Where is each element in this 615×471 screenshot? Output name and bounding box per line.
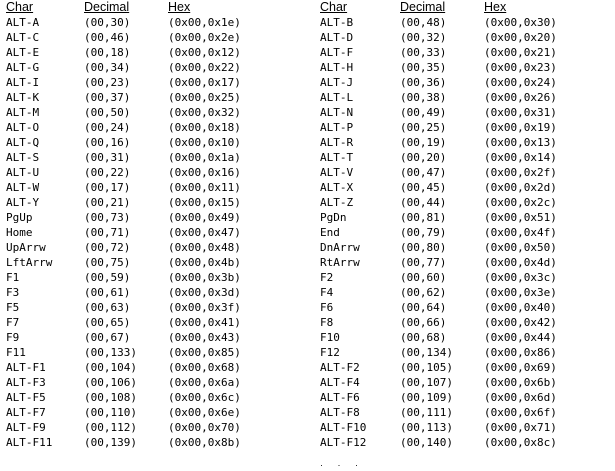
cell-hex-left: (0x00,0x49): [168, 211, 241, 224]
cell-hex-left: (0x00,0x1e): [168, 16, 241, 29]
cell-hex-right: (0x00,0x13): [484, 136, 557, 149]
cell-char-left: ALT-U: [6, 166, 40, 179]
table-row: [6, 210, 610, 225]
table-row: [6, 420, 610, 435]
cell-char-left: Home: [6, 226, 33, 239]
cell-char-left: ALT-C: [6, 31, 40, 44]
cell-hex-left: (0x00,0x41): [168, 316, 241, 329]
cell-hex-left: (0x00,0x6c): [168, 391, 241, 404]
cell-char-left: ALT-S: [6, 151, 40, 164]
cell-decimal-left: (00,104): [84, 361, 137, 374]
cell-decimal-left: (00,108): [84, 391, 137, 404]
cell-hex-right: (0x00,0x6f): [484, 406, 557, 419]
cell-char-right: PgDn: [320, 211, 347, 224]
table-header: [6, 0, 610, 15]
cell-char-left: ALT-F7: [6, 406, 46, 419]
cell-decimal-left: (00,22): [84, 166, 131, 179]
cell-char-right: F6: [320, 301, 334, 314]
cell-hex-right: (0x00,0x44): [484, 331, 557, 344]
cell-hex-right: (0x00,0x40): [484, 301, 557, 314]
table-row: [6, 60, 610, 75]
table-row: [6, 165, 610, 180]
cell-hex-left: (0x00,0x68): [168, 361, 241, 374]
cell-char-right: ALT-B: [320, 16, 354, 29]
cell-hex-right: (0x00,0x51): [484, 211, 557, 224]
cell-decimal-right: (00,140): [400, 436, 453, 449]
table-row: [6, 435, 610, 450]
cell-decimal-left: (00,112): [84, 421, 137, 434]
header-decimal-left: Decimal: [84, 0, 130, 14]
cell-hex-left: (0x00,0x43): [168, 331, 241, 344]
cell-hex-left: (0x00,0x16): [168, 166, 241, 179]
cell-char-right: ALT-Z: [320, 196, 354, 209]
table-row: [6, 75, 610, 90]
cell-char-right: ALT-F4: [320, 376, 360, 389]
cell-char-right: F4: [320, 286, 334, 299]
cell-char-right: ALT-J: [320, 76, 354, 89]
cell-decimal-right: (00,111): [400, 406, 453, 419]
table-row: [6, 360, 610, 375]
cell-decimal-right: (00,19): [400, 136, 447, 149]
cell-decimal-left: (00,63): [84, 301, 131, 314]
cell-hex-left: (0x00,0x11): [168, 181, 241, 194]
cell-hex-right: (0x00,0x20): [484, 31, 557, 44]
key-code-table: [6, 0, 610, 450]
page-edge-marks: · · ·: [320, 460, 364, 470]
cell-decimal-right: (00,36): [400, 76, 447, 89]
cell-decimal-left: (00,50): [84, 106, 131, 119]
cell-char-left: ALT-Q: [6, 136, 40, 149]
cell-char-left: ALT-F9: [6, 421, 46, 434]
cell-decimal-right: (00,32): [400, 31, 447, 44]
cell-char-left: ALT-K: [6, 91, 40, 104]
cell-char-left: ALT-I: [6, 76, 40, 89]
cell-hex-left: (0x00,0x17): [168, 76, 241, 89]
table-row: [6, 45, 610, 60]
cell-decimal-right: (00,134): [400, 346, 453, 359]
cell-decimal-right: (00,80): [400, 241, 447, 254]
cell-char-left: F1: [6, 271, 20, 284]
cell-decimal-right: (00,105): [400, 361, 453, 374]
cell-char-left: F9: [6, 331, 20, 344]
cell-char-right: End: [320, 226, 340, 239]
table-row: [6, 270, 610, 285]
cell-char-left: PgUp: [6, 211, 33, 224]
cell-char-left: ALT-F5: [6, 391, 46, 404]
cell-hex-right: (0x00,0x2c): [484, 196, 557, 209]
cell-hex-right: (0x00,0x14): [484, 151, 557, 164]
table-row: [6, 300, 610, 315]
table-row: [6, 120, 610, 135]
header-hex-left: Hex: [168, 0, 191, 14]
cell-char-right: F10: [320, 331, 340, 344]
cell-char-left: LftArrw: [6, 256, 53, 269]
cell-hex-right: (0x00,0x31): [484, 106, 557, 119]
cell-decimal-left: (00,17): [84, 181, 131, 194]
table-row: [6, 90, 610, 105]
cell-hex-right: (0x00,0x71): [484, 421, 557, 434]
cell-hex-right: (0x00,0x3e): [484, 286, 557, 299]
cell-char-left: ALT-M: [6, 106, 40, 119]
cell-decimal-left: (00,133): [84, 346, 137, 359]
cell-char-right: F2: [320, 271, 334, 284]
cell-hex-right: (0x00,0x30): [484, 16, 557, 29]
cell-char-right: RtArrw: [320, 256, 360, 269]
cell-decimal-left: (00,72): [84, 241, 131, 254]
table-row: [6, 255, 610, 270]
cell-decimal-left: (00,21): [84, 196, 131, 209]
table-body: [6, 15, 610, 450]
table-row: [6, 135, 610, 150]
cell-hex-left: (0x00,0x10): [168, 136, 241, 149]
cell-hex-right: (0x00,0x8c): [484, 436, 557, 449]
cell-hex-left: (0x00,0x22): [168, 61, 241, 74]
cell-decimal-left: (00,71): [84, 226, 131, 239]
table-row: [6, 225, 610, 240]
cell-decimal-right: (00,44): [400, 196, 447, 209]
cell-char-right: ALT-F10: [320, 421, 367, 434]
cell-char-left: ALT-F1: [6, 361, 46, 374]
table-row: [6, 240, 610, 255]
cell-decimal-right: (00,49): [400, 106, 447, 119]
cell-char-right: ALT-L: [320, 91, 354, 104]
cell-decimal-left: (00,23): [84, 76, 131, 89]
cell-char-right: ALT-T: [320, 151, 354, 164]
cell-char-right: ALT-F8: [320, 406, 360, 419]
cell-hex-left: (0x00,0x8b): [168, 436, 241, 449]
cell-decimal-right: (00,109): [400, 391, 453, 404]
table-row: [6, 180, 610, 195]
cell-char-right: ALT-D: [320, 31, 354, 44]
cell-hex-right: (0x00,0x4f): [484, 226, 557, 239]
cell-char-left: ALT-Y: [6, 196, 40, 209]
table-row: [6, 345, 610, 360]
table-row: [6, 105, 610, 120]
cell-hex-right: (0x00,0x50): [484, 241, 557, 254]
cell-hex-left: (0x00,0x3d): [168, 286, 241, 299]
cell-decimal-right: (00,60): [400, 271, 447, 284]
cell-decimal-left: (00,65): [84, 316, 131, 329]
header-char-left: Char: [6, 0, 34, 14]
cell-hex-right: (0x00,0x26): [484, 91, 557, 104]
table-row: [6, 30, 610, 45]
cell-hex-right: (0x00,0x24): [484, 76, 557, 89]
cell-hex-left: (0x00,0x4b): [168, 256, 241, 269]
cell-decimal-right: (00,38): [400, 91, 447, 104]
cell-char-left: ALT-A: [6, 16, 40, 29]
cell-decimal-left: (00,59): [84, 271, 131, 284]
table-row: [6, 375, 610, 390]
cell-char-right: ALT-R: [320, 136, 354, 149]
cell-hex-left: (0x00,0x6e): [168, 406, 241, 419]
cell-decimal-left: (00,139): [84, 436, 137, 449]
cell-decimal-right: (00,68): [400, 331, 447, 344]
cell-hex-right: (0x00,0x6d): [484, 391, 557, 404]
cell-hex-left: (0x00,0x47): [168, 226, 241, 239]
cell-hex-right: (0x00,0x86): [484, 346, 557, 359]
cell-decimal-left: (00,34): [84, 61, 131, 74]
cell-decimal-right: (00,79): [400, 226, 447, 239]
cell-hex-left: (0x00,0x6a): [168, 376, 241, 389]
cell-decimal-right: (00,107): [400, 376, 453, 389]
cell-decimal-left: (00,24): [84, 121, 131, 134]
cell-hex-left: (0x00,0x18): [168, 121, 241, 134]
cell-hex-left: (0x00,0x32): [168, 106, 241, 119]
cell-char-right: ALT-V: [320, 166, 354, 179]
cell-hex-left: (0x00,0x3f): [168, 301, 241, 314]
cell-hex-left: (0x00,0x15): [168, 196, 241, 209]
table-row: [6, 15, 610, 30]
table-row: [6, 315, 610, 330]
cell-decimal-right: (00,25): [400, 121, 447, 134]
cell-hex-left: (0x00,0x70): [168, 421, 241, 434]
cell-hex-right: (0x00,0x6b): [484, 376, 557, 389]
cell-hex-left: (0x00,0x85): [168, 346, 241, 359]
cell-hex-right: (0x00,0x23): [484, 61, 557, 74]
cell-decimal-right: (00,48): [400, 16, 447, 29]
cell-char-right: F12: [320, 346, 340, 359]
cell-decimal-left: (00,75): [84, 256, 131, 269]
cell-hex-right: (0x00,0x4d): [484, 256, 557, 269]
cell-hex-right: (0x00,0x2d): [484, 181, 557, 194]
cell-char-right: ALT-F12: [320, 436, 367, 449]
cell-decimal-left: (00,106): [84, 376, 137, 389]
cell-decimal-left: (00,46): [84, 31, 131, 44]
table-row: [6, 405, 610, 420]
cell-hex-left: (0x00,0x3b): [168, 271, 241, 284]
cell-char-left: ALT-W: [6, 181, 40, 194]
cell-hex-right: (0x00,0x19): [484, 121, 557, 134]
cell-char-right: DnArrw: [320, 241, 360, 254]
cell-decimal-left: (00,37): [84, 91, 131, 104]
table-row: [6, 150, 610, 165]
table-row: [6, 390, 610, 405]
cell-decimal-left: (00,31): [84, 151, 131, 164]
cell-hex-left: (0x00,0x48): [168, 241, 241, 254]
cell-decimal-left: (00,18): [84, 46, 131, 59]
cell-char-left: UpArrw: [6, 241, 46, 254]
cell-char-left: F3: [6, 286, 20, 299]
cell-char-right: ALT-N: [320, 106, 354, 119]
cell-char-left: ALT-E: [6, 46, 40, 59]
cell-hex-right: (0x00,0x69): [484, 361, 557, 374]
cell-hex-left: (0x00,0x1a): [168, 151, 241, 164]
cell-hex-right: (0x00,0x42): [484, 316, 557, 329]
cell-decimal-right: (00,81): [400, 211, 447, 224]
cell-decimal-left: (00,61): [84, 286, 131, 299]
cell-char-left: F5: [6, 301, 20, 314]
cell-decimal-left: (00,16): [84, 136, 131, 149]
cell-decimal-left: (00,73): [84, 211, 131, 224]
table-row: [6, 285, 610, 300]
cell-decimal-right: (00,20): [400, 151, 447, 164]
cell-char-left: F11: [6, 346, 26, 359]
cell-char-left: ALT-F11: [6, 436, 53, 449]
cell-decimal-left: (00,30): [84, 16, 131, 29]
header-char-right: Char: [320, 0, 348, 14]
cell-char-right: ALT-P: [320, 121, 354, 134]
cell-char-right: F8: [320, 316, 334, 329]
cell-decimal-right: (00,45): [400, 181, 447, 194]
header-row: [6, 0, 610, 15]
cell-decimal-right: (00,113): [400, 421, 453, 434]
header-hex-right: Hex: [484, 0, 507, 14]
cell-hex-left: (0x00,0x2e): [168, 31, 241, 44]
cell-decimal-right: (00,64): [400, 301, 447, 314]
cell-char-right: ALT-F2: [320, 361, 360, 374]
cell-decimal-left: (00,110): [84, 406, 137, 419]
cell-char-right: ALT-X: [320, 181, 354, 194]
cell-hex-left: (0x00,0x12): [168, 46, 241, 59]
cell-hex-right: (0x00,0x3c): [484, 271, 557, 284]
cell-char-left: ALT-G: [6, 61, 40, 74]
cell-decimal-right: (00,47): [400, 166, 447, 179]
cell-decimal-left: (00,67): [84, 331, 131, 344]
table-row: [6, 195, 610, 210]
cell-char-right: ALT-H: [320, 61, 354, 74]
cell-char-right: ALT-F: [320, 46, 354, 59]
table-row: [6, 330, 610, 345]
cell-char-left: ALT-F3: [6, 376, 46, 389]
cell-decimal-right: (00,62): [400, 286, 447, 299]
cell-hex-right: (0x00,0x21): [484, 46, 557, 59]
header-decimal-right: Decimal: [400, 0, 446, 14]
cell-hex-left: (0x00,0x25): [168, 91, 241, 104]
cell-decimal-right: (00,35): [400, 61, 447, 74]
cell-hex-right: (0x00,0x2f): [484, 166, 557, 179]
cell-char-left: F7: [6, 316, 20, 329]
cell-decimal-right: (00,33): [400, 46, 447, 59]
cell-char-left: ALT-O: [6, 121, 40, 134]
cell-char-right: ALT-F6: [320, 391, 360, 404]
cell-decimal-right: (00,77): [400, 256, 447, 269]
cell-decimal-right: (00,66): [400, 316, 447, 329]
